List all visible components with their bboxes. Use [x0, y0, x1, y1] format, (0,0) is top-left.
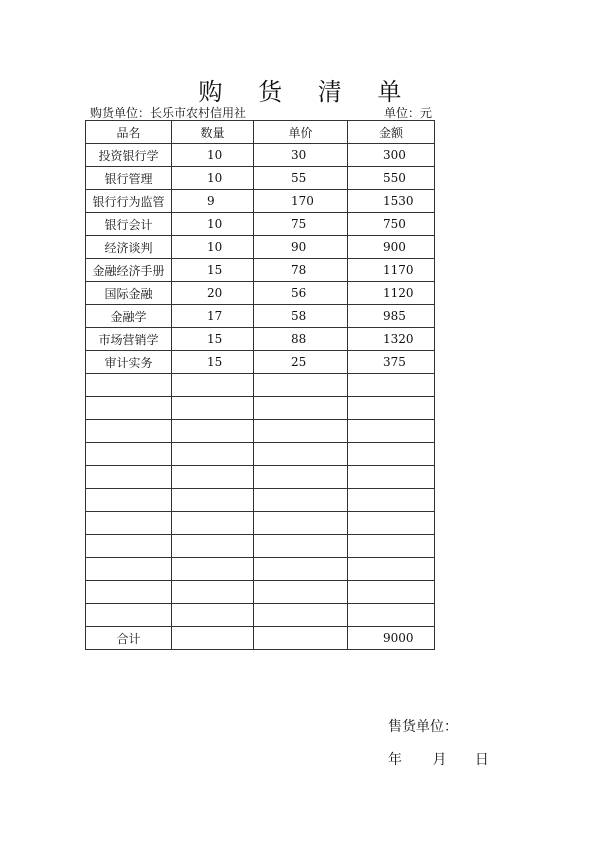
cell-amount: 900 [348, 236, 435, 259]
cell-price [254, 374, 348, 397]
table-row [86, 604, 435, 627]
cell-qty: 15 [172, 328, 254, 351]
cell-amount: 1170 [348, 259, 435, 282]
date-line [388, 749, 489, 769]
cell-name: 审计实务 [86, 351, 172, 374]
cell-amount [348, 581, 435, 604]
cell-price: 25 [254, 351, 348, 374]
cell-amount: 1320 [348, 328, 435, 351]
header-amount: 金额 [348, 121, 435, 144]
cell-qty: 10 [172, 236, 254, 259]
cell-price [254, 466, 348, 489]
cell-price: 78 [254, 259, 348, 282]
cell-price [254, 558, 348, 581]
table-body [86, 144, 435, 627]
cell-qty [172, 443, 254, 466]
seller-label: 售货单位： [388, 719, 458, 735]
cell-qty: 15 [172, 351, 254, 374]
cell-name: 金融学 [86, 305, 172, 328]
cell-qty: 9 [172, 190, 254, 213]
cell-amount [348, 374, 435, 397]
table-row [86, 236, 435, 259]
table-row [86, 259, 435, 282]
cell-name: 经济谈判 [86, 236, 172, 259]
cell-price [254, 489, 348, 512]
cell-amount: 1530 [348, 190, 435, 213]
table-row [86, 374, 435, 397]
cell-name [86, 397, 172, 420]
cell-name [86, 604, 172, 627]
cell-qty: 10 [172, 167, 254, 190]
table-row [86, 581, 435, 604]
cell-qty: 17 [172, 305, 254, 328]
total-row [86, 627, 435, 650]
cell-amount [348, 466, 435, 489]
cell-qty [172, 466, 254, 489]
cell-amount [348, 420, 435, 443]
date-month: 月 [432, 752, 447, 768]
unit-label: 单位：元 [384, 106, 433, 120]
table-row [86, 282, 435, 305]
cell-price: 55 [254, 167, 348, 190]
cell-name [86, 581, 172, 604]
table-header-row [86, 121, 435, 144]
total-qty-cell [172, 627, 254, 650]
table-row [86, 213, 435, 236]
buyer-label: 购货单位：长乐市农村信用社 [90, 106, 247, 120]
cell-price: 88 [254, 328, 348, 351]
cell-qty: 20 [172, 282, 254, 305]
total-amount: 9000 [348, 627, 435, 650]
page-title: 购 货 清 单 [198, 78, 416, 106]
cell-price [254, 443, 348, 466]
cell-price: 90 [254, 236, 348, 259]
cell-name: 银行管理 [86, 167, 172, 190]
cell-amount: 375 [348, 351, 435, 374]
date-year: 年 [388, 752, 402, 768]
table-row [86, 512, 435, 535]
table-row [86, 535, 435, 558]
cell-name: 市场营销学 [86, 328, 172, 351]
table-row [86, 397, 435, 420]
cell-name: 银行行为监管 [86, 190, 172, 213]
cell-qty [172, 397, 254, 420]
table-row [86, 489, 435, 512]
cell-name [86, 489, 172, 512]
cell-amount [348, 489, 435, 512]
cell-amount: 1120 [348, 282, 435, 305]
cell-price: 30 [254, 144, 348, 167]
cell-price: 75 [254, 213, 348, 236]
cell-price [254, 581, 348, 604]
cell-amount [348, 558, 435, 581]
cell-qty [172, 558, 254, 581]
purchase-table [85, 120, 435, 650]
header-price: 单价 [254, 121, 348, 144]
cell-name [86, 443, 172, 466]
cell-amount [348, 604, 435, 627]
cell-name: 金融经济手册 [86, 259, 172, 282]
table-row [86, 443, 435, 466]
table-row [86, 305, 435, 328]
cell-price: 58 [254, 305, 348, 328]
cell-name [86, 558, 172, 581]
table-row [86, 558, 435, 581]
cell-price [254, 397, 348, 420]
header-qty: 数量 [172, 121, 254, 144]
cell-price: 170 [254, 190, 348, 213]
cell-qty [172, 581, 254, 604]
table-row [86, 144, 435, 167]
cell-price: 56 [254, 282, 348, 305]
cell-qty [172, 374, 254, 397]
cell-amount: 750 [348, 213, 435, 236]
total-label: 合计 [86, 627, 172, 650]
cell-qty [172, 420, 254, 443]
table-row [86, 190, 435, 213]
table-row [86, 466, 435, 489]
cell-amount: 550 [348, 167, 435, 190]
cell-price [254, 512, 348, 535]
cell-name [86, 466, 172, 489]
cell-name [86, 512, 172, 535]
cell-qty [172, 535, 254, 558]
cell-name: 银行会计 [86, 213, 172, 236]
table-row [86, 167, 435, 190]
cell-amount [348, 535, 435, 558]
total-price-cell [254, 627, 348, 650]
cell-amount [348, 512, 435, 535]
table-row [86, 351, 435, 374]
cell-amount: 985 [348, 305, 435, 328]
cell-qty [172, 512, 254, 535]
cell-name: 投资银行学 [86, 144, 172, 167]
cell-price [254, 420, 348, 443]
cell-qty: 15 [172, 259, 254, 282]
cell-price [254, 604, 348, 627]
cell-name [86, 535, 172, 558]
cell-amount [348, 397, 435, 420]
cell-qty [172, 604, 254, 627]
cell-price [254, 535, 348, 558]
cell-name [86, 420, 172, 443]
cell-name: 国际金融 [86, 282, 172, 305]
date-day: 日 [474, 752, 489, 768]
cell-qty: 10 [172, 213, 254, 236]
cell-amount: 300 [348, 144, 435, 167]
cell-name [86, 374, 172, 397]
table-row [86, 420, 435, 443]
cell-qty [172, 489, 254, 512]
cell-amount [348, 443, 435, 466]
table-row [86, 328, 435, 351]
cell-qty: 10 [172, 144, 254, 167]
header-name: 品名 [86, 121, 172, 144]
